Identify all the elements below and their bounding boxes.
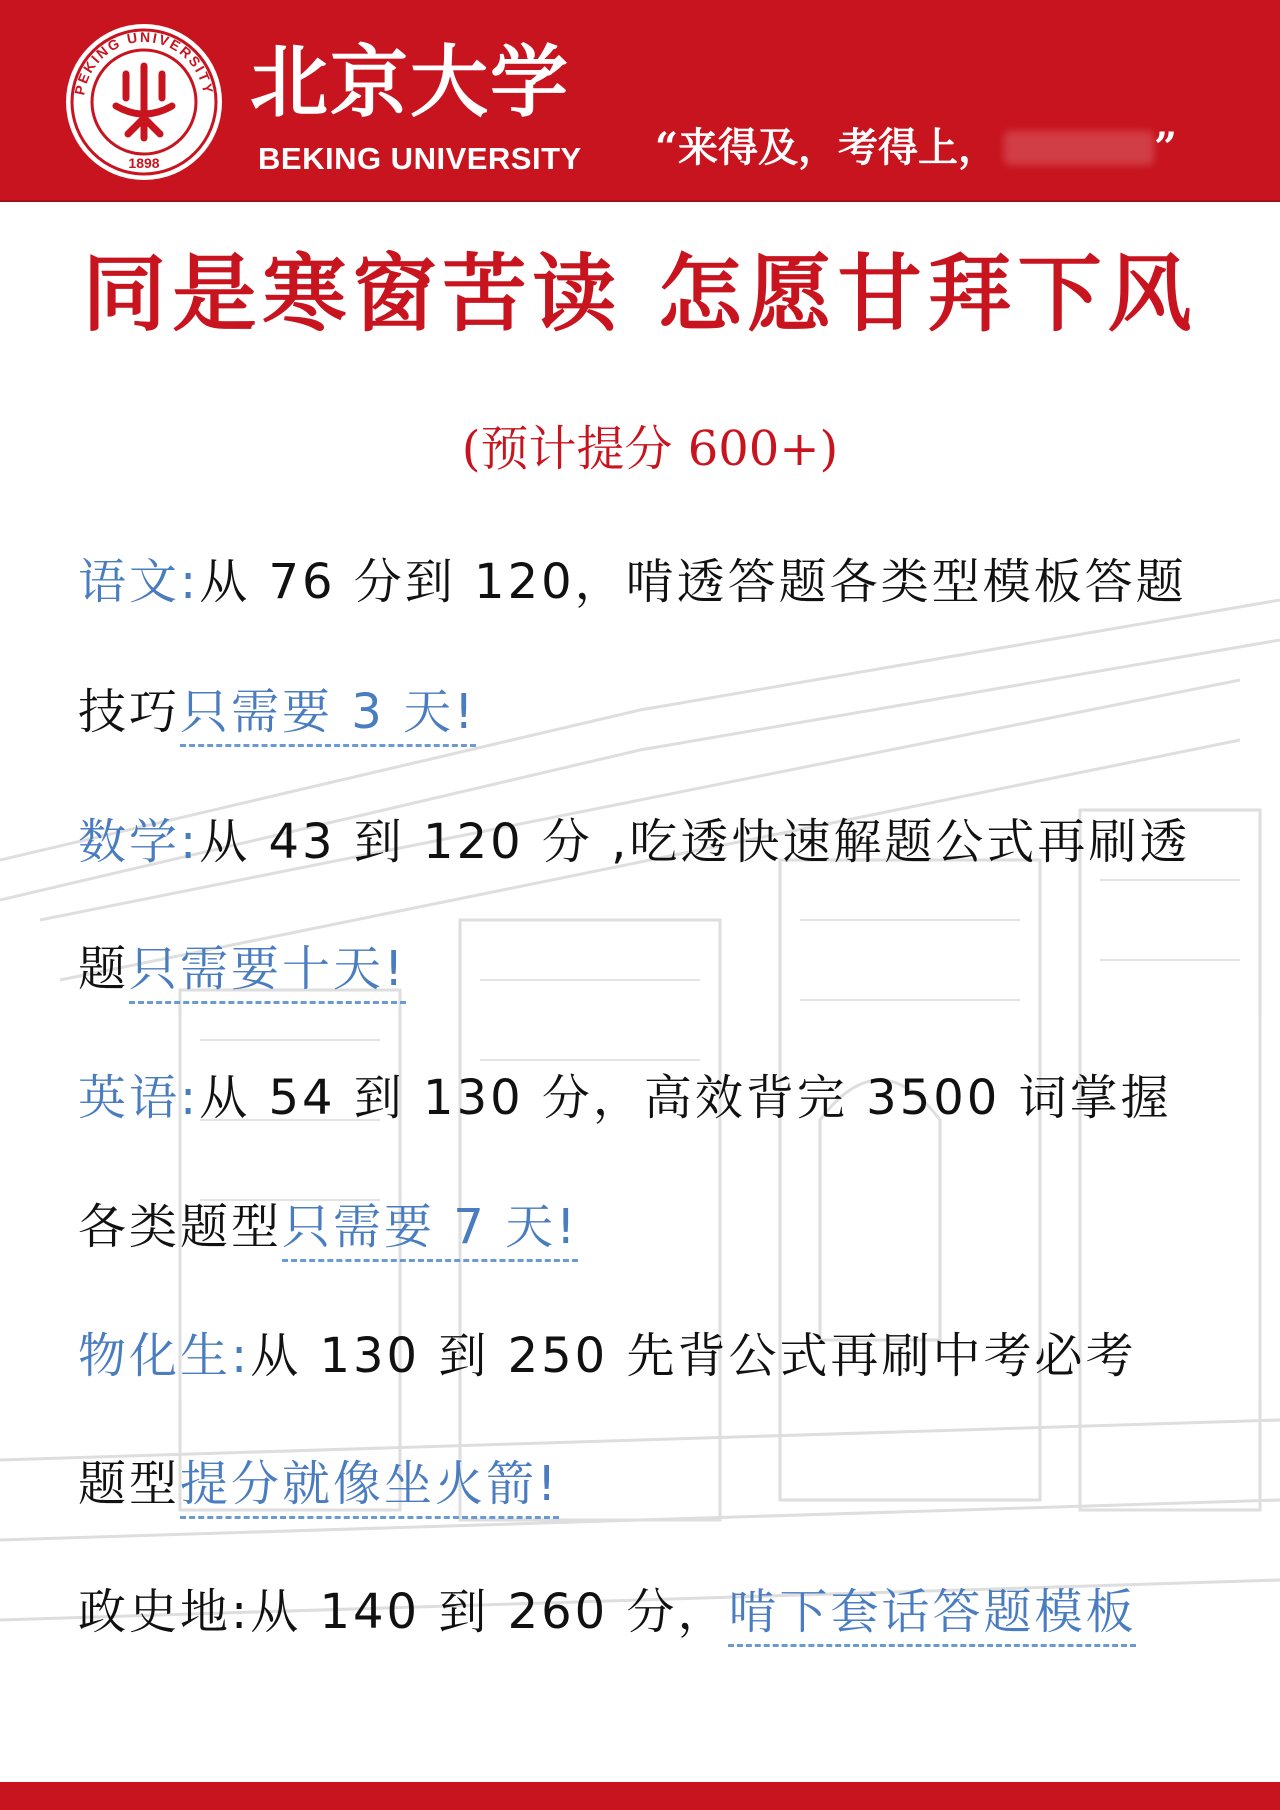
subject-chinese-line1	[78, 554, 1218, 610]
subject-text: 题	[78, 941, 130, 997]
highlight-text: 只需要 7 天!	[282, 1199, 578, 1262]
university-name-en: BEKING UNIVERSITY	[258, 141, 582, 176]
subject-text: 从 76 分到 120，啃透答题各类型模板答题	[199, 554, 1187, 610]
seal-text: PEKING UNIVERSITY	[71, 28, 217, 97]
subject-label: 政史地:	[78, 1584, 251, 1640]
subject-text: 从 130 到 250 先背公式再刷中考必考	[250, 1328, 1137, 1384]
university-name-cn: 北京大学	[250, 37, 571, 128]
highlight-text: 提分就像坐火箭!	[180, 1456, 559, 1519]
subject-text: 技巧	[78, 684, 181, 740]
footer-bar	[0, 1782, 1280, 1810]
subject-math-line2	[78, 941, 1218, 997]
subject-humanities-line1	[78, 1584, 1218, 1640]
subject-science-line2	[78, 1456, 1218, 1512]
subject-english-line1	[78, 1070, 1218, 1126]
subject-science-line1	[78, 1328, 1218, 1384]
peking-university-seal-icon	[64, 22, 224, 182]
subject-math-line1	[78, 814, 1218, 870]
seal-year: 1898	[128, 155, 160, 171]
subject-chinese-line2	[78, 684, 1218, 740]
highlight-text: 只需要 3 天!	[180, 684, 476, 747]
highlight-text: 只需要十天!	[129, 941, 406, 1004]
blurred-text	[1004, 131, 1154, 165]
subject-text: 从 140 到 260 分，	[250, 1584, 729, 1640]
subject-label: 语文:	[78, 554, 200, 610]
page-subtitle: (预计提分 600+)	[461, 421, 839, 477]
subject-label: 物化生:	[78, 1328, 251, 1384]
subject-text: 从 43 到 120 分 ,吃透快速解题公式再刷透	[199, 814, 1191, 870]
slogan	[655, 124, 1178, 171]
subject-text: 从 54 到 130 分，高效背完 3500 词掌握	[199, 1070, 1172, 1126]
header-banner	[0, 0, 1280, 202]
highlight-text: 啃下套话答题模板	[728, 1584, 1136, 1647]
subject-label: 英语:	[78, 1070, 200, 1126]
subject-label: 数学:	[78, 814, 200, 870]
subject-english-line2	[78, 1199, 1218, 1255]
subject-text: 题型	[78, 1456, 181, 1512]
slogan-tail: ”	[1154, 124, 1178, 171]
slogan-text: “来得及，考得上，	[655, 124, 999, 171]
subject-text: 各类题型	[78, 1199, 283, 1255]
page-title: 同是寒窗苦读 怎愿甘拜下风	[82, 244, 1198, 343]
